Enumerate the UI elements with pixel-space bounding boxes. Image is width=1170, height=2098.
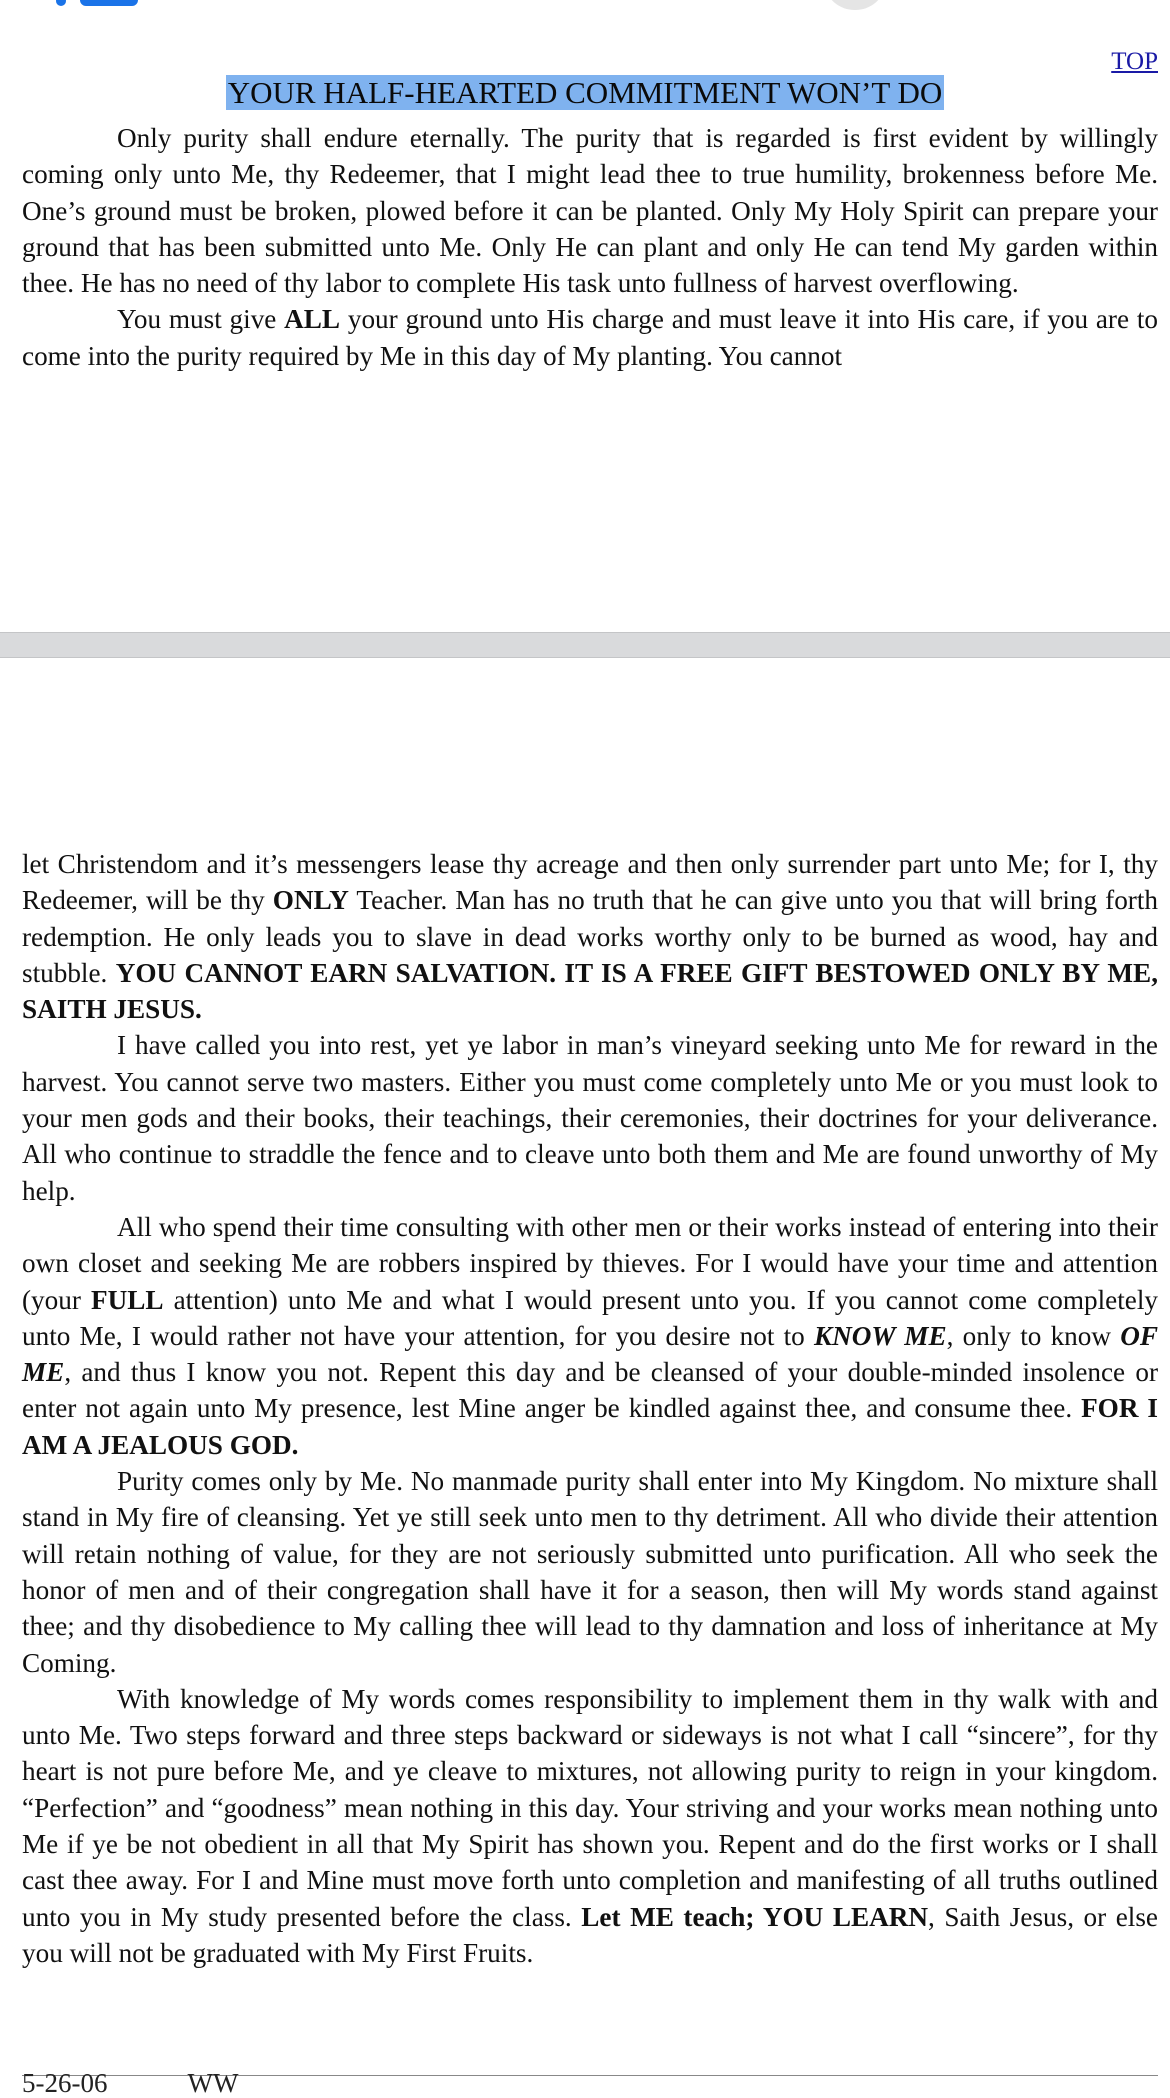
p6-emphasis-teach: Let ME teach; YOU LEARN xyxy=(581,1901,929,1932)
p6-part-c: , Saith Jesus, or else you will not be graduated with My First Fruits. xyxy=(22,1901,1158,1968)
paragraph-4 xyxy=(22,1209,1158,1463)
p6-part-a: With knowledge of My words comes responsibility to implement them in thy walk with and unto Me. Two steps forward and three steps backward or sideways is not what I call “sincere”, for thy heart is not pure before Me, and ye cleave to mixtures, not allowing purity to reign in your kingdom. “Perfection” and “goodness” mean nothing in this day. Your striving and your works mean nothing unto Me if ye be not obedient in all that My Spirit has shown you. Repent and do the first works or I shall cast thee away. For I and Mine must move forth unto completion and manifesting of all truths outlined unto you in My study presented before the class. xyxy=(22,1683,1158,1932)
continued-emphasis-only: ONLY xyxy=(272,885,349,916)
paragraph-6 xyxy=(22,1681,1158,1971)
profile-icon-fragment[interactable] xyxy=(826,0,884,10)
top-link[interactable]: TOP xyxy=(1111,48,1158,75)
p4-part-e: , only to know xyxy=(946,1320,1121,1351)
p4-emphasis-of-me: OF ME xyxy=(22,1320,1158,1388)
paragraph-1: Only purity shall endure eternally. The purity that is regarded is first evident by willingly coming only unto Me, thy Redeemer, that I might lead thee to true humility, brokenness before Me. One’s ground must be broken, plowed before it can be planted. Only My Holy Spirit can prepare your ground that has been submitted unto Me. Only He can plant and only He can tend My garden within thee. He has no need of thy labor to complete His task unto fullness of harvest overflowing. xyxy=(22,123,1158,299)
page1-body xyxy=(22,120,1158,374)
document-page-2 xyxy=(0,658,1170,2098)
document-title[interactable]: YOUR HALF-HEARTED COMMITMENT WON’T DO xyxy=(227,75,943,110)
footer-signature: WW xyxy=(187,2068,239,2098)
p4-emphasis-jealous-god: FOR I AM A JEALOUS GOD. xyxy=(22,1393,1159,1460)
paragraph-2-part-c: your ground unto His charge and must leave it into His care, if you are to come into the purity required by Me in this day of My planting. You cannot xyxy=(22,304,1158,371)
continued-part-c: Teacher. Man has no truth that he can give unto you that will bring forth redemption. He only leads you to slave in dead works worthy only to be burned as wood, hay and stubble. xyxy=(22,885,1158,988)
paragraph-3: I have called you into rest, yet ye labor in man’s vineyard seeking unto Me for reward in the harvest. You cannot serve two masters. Either you must come completely unto Me or you must look to your men gods and their books, their teachings, their ceremonies, their doctrines for your deliverance. All who continue to straddle the fence and to cleave unto both them and Me are found unworthy of My help. xyxy=(22,1030,1158,1206)
document-page-1 xyxy=(0,48,1170,632)
p4-part-c: attention) unto Me and what I would present unto you. If you cannot come completely unto Me, I would rather not have your attention, for you desire not to xyxy=(22,1284,1158,1351)
page-separator xyxy=(0,632,1170,658)
p4-part-a: All who spend their time consulting with other men or their works instead of entering into their own closet and seeking Me are robbers inspired by thieves. For I would have your time and attention (your xyxy=(22,1211,1158,1315)
footer-date: 5-26-06 xyxy=(22,2068,108,2098)
paragraph-2-emphasis: ALL xyxy=(284,304,341,335)
toolbar-button-fragment[interactable] xyxy=(80,0,138,6)
page2-body xyxy=(22,846,1158,1971)
p4-part-g: , and thus I know you not. Repent this day and be cleansed of your double-minded insolence or enter not again unto My presence, lest Mine anger be kindled against thee, and consume thee. xyxy=(22,1357,1158,1424)
paragraph-2-part-a: You must give xyxy=(117,304,285,335)
title-line xyxy=(0,74,1170,118)
paragraph-2 xyxy=(22,301,1158,374)
continued-emphasis-salvation: YOU CANNOT EARN SALVATION. IT IS A FREE GIFT BESTOWED ONLY BY ME, SAITH JESUS. xyxy=(22,957,1158,1025)
app-icon-fragment xyxy=(56,0,66,6)
continued-part-a: let Christendom and it’s messengers lease thy acreage and then only surrender part unto Me; for I, thy Redeemer, will be thy xyxy=(22,849,1158,916)
p4-emphasis-know-me: KNOW ME xyxy=(814,1320,947,1351)
paragraph-5: Purity comes only by Me. No manmade purity shall enter into My Kingdom. No mixture shall stand in My fire of cleansing. Yet ye still seek unto men to thy detriment. All who divide their attention will retain nothing of value, for they are not seriously submitted unto purification. All who seek the honor of men and of their congregation shall have it for a season, then will My words stand against thee; and thy disobedience to My calling thee will lead to thy damnation and loss of inheritance at My Coming. xyxy=(22,1466,1158,1678)
viewer-top-bar xyxy=(0,0,1170,49)
p4-emphasis-full: FULL xyxy=(90,1284,164,1315)
paragraph-2-continued xyxy=(22,846,1158,1027)
footer-signature-line xyxy=(22,2068,318,2098)
